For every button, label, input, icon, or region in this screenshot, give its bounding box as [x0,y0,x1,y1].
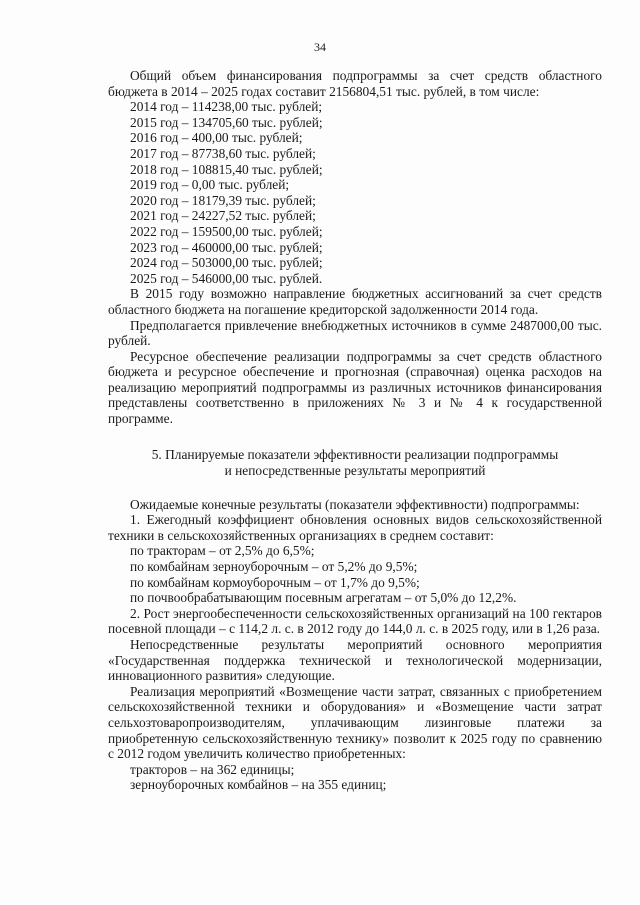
renewal-rate-list [108,543,602,605]
page-number: 34 [314,40,326,54]
paragraph-result-1: 1. Ежегодный коэффициент обновления основных видов сельскохозяйственной техники в сельскохозяйственных организациях в среднем составит: [108,512,602,543]
year-item: 2019 год – 0,00 тыс. рублей; [130,177,290,193]
paragraph-2015-arrears: В 2015 году возможно направление бюджетных ассигнований за счет средств областного бюджета на погашение кредиторской задолженности 2014 года. [108,286,602,317]
section-heading-line: и непосредственные результаты мероприятий [224,462,486,478]
year-item: 2024 год – 503000,00 тыс. рублей; [130,255,323,271]
paragraph-direct-results: Непосредственные результаты мероприятий основного мероприятия «Государственная поддержка технической и технологической модернизации, инновационного развития» следующие. [108,637,602,684]
year-item: 2015 год – 134705,60 тыс. рублей; [130,114,323,130]
list-item: тракторов – на 362 единицы; [130,761,295,777]
year-item: 2018 год – 108815,40 тыс. рублей; [130,161,323,177]
year-item: 2017 год – 87738,60 тыс. рублей; [130,145,316,161]
section-heading-line: 5. Планируемые показатели эффективности реализации подпрограммы [151,446,559,462]
year-item: 2021 год – 24227,52 тыс. рублей; [130,208,316,224]
paragraph-expected-results: Ожидаемые конечные результаты (показатели эффективности) подпрограммы: [130,496,580,512]
year-item: 2020 год – 18179,39 тыс. рублей; [130,192,316,208]
financing-intro-paragraph: Общий объем финансирования подпрограммы за счет средств областного бюджета в 2014 – 2025 годах составит 2156804,51 тыс. рублей, в том числе: [108,68,602,99]
paragraph-resource-support: Ресурсное обеспечение реализации подпрограммы за счет средств областного бюджета и ресурсное обеспечение и прогнозная (справочная) оценка расходов на реализацию мероприятий подпрограммы из различных источников финансирования представлены соответственно в приложениях № 3 и № 4 к государственной программе. [108,348,602,427]
yearly-financing-list [108,99,602,286]
list-item: по комбайнам зерноуборочным – от 5,2% до 9,5%; [130,559,418,575]
document-body [108,68,602,793]
paragraph-extrabudget: Предполагается привлечение внебюджетных источников в сумме 2487000,00 тыс. рублей. [108,317,602,349]
section-heading [108,447,602,479]
year-item: 2016 год – 400,00 тыс. рублей; [130,130,303,146]
paragraph-result-2: 2. Рост энергообеспеченности сельскохозяйственных организаций на 100 гектаров посевной площади – с 114,2 л. с. в 2012 году до 144,0 л. с. в 2025 году, или в 1,26 раза. [108,605,602,637]
year-item: 2025 год – 546000,00 тыс. рублей. [130,270,323,286]
year-item: 2014 год – 114238,00 тыс. рублей; [130,99,323,115]
list-item: по почвообрабатывающим посевным агрегатам – от 5,0% до 12,2%. [130,590,517,606]
list-item: по комбайнам кормоуборочным – от 1,7% до 9,5%; [130,574,420,590]
paragraph-realization: Реализация мероприятий «Возмещение части затрат, связанных с приобретением сельскохозяйственной техники и оборудования» и «Возмещение части затрат сельхозтоваропроизводителям, уплачивающим лизинговые платежи за приобретенную сельскохозяйственную технику» позволит к 2025 году по сравнению с 2012 годом увеличить количество приобретенных: [108,683,602,762]
year-item: 2022 год – 159500,00 тыс. рублей; [130,223,323,239]
list-item: по тракторам – от 2,5% до 6,5%; [130,543,315,559]
year-item: 2023 год – 460000,00 тыс. рублей; [130,239,323,255]
acquired-equipment-list [108,762,602,793]
list-item: зерноуборочных комбайнов – на 355 единиц; [130,777,387,793]
